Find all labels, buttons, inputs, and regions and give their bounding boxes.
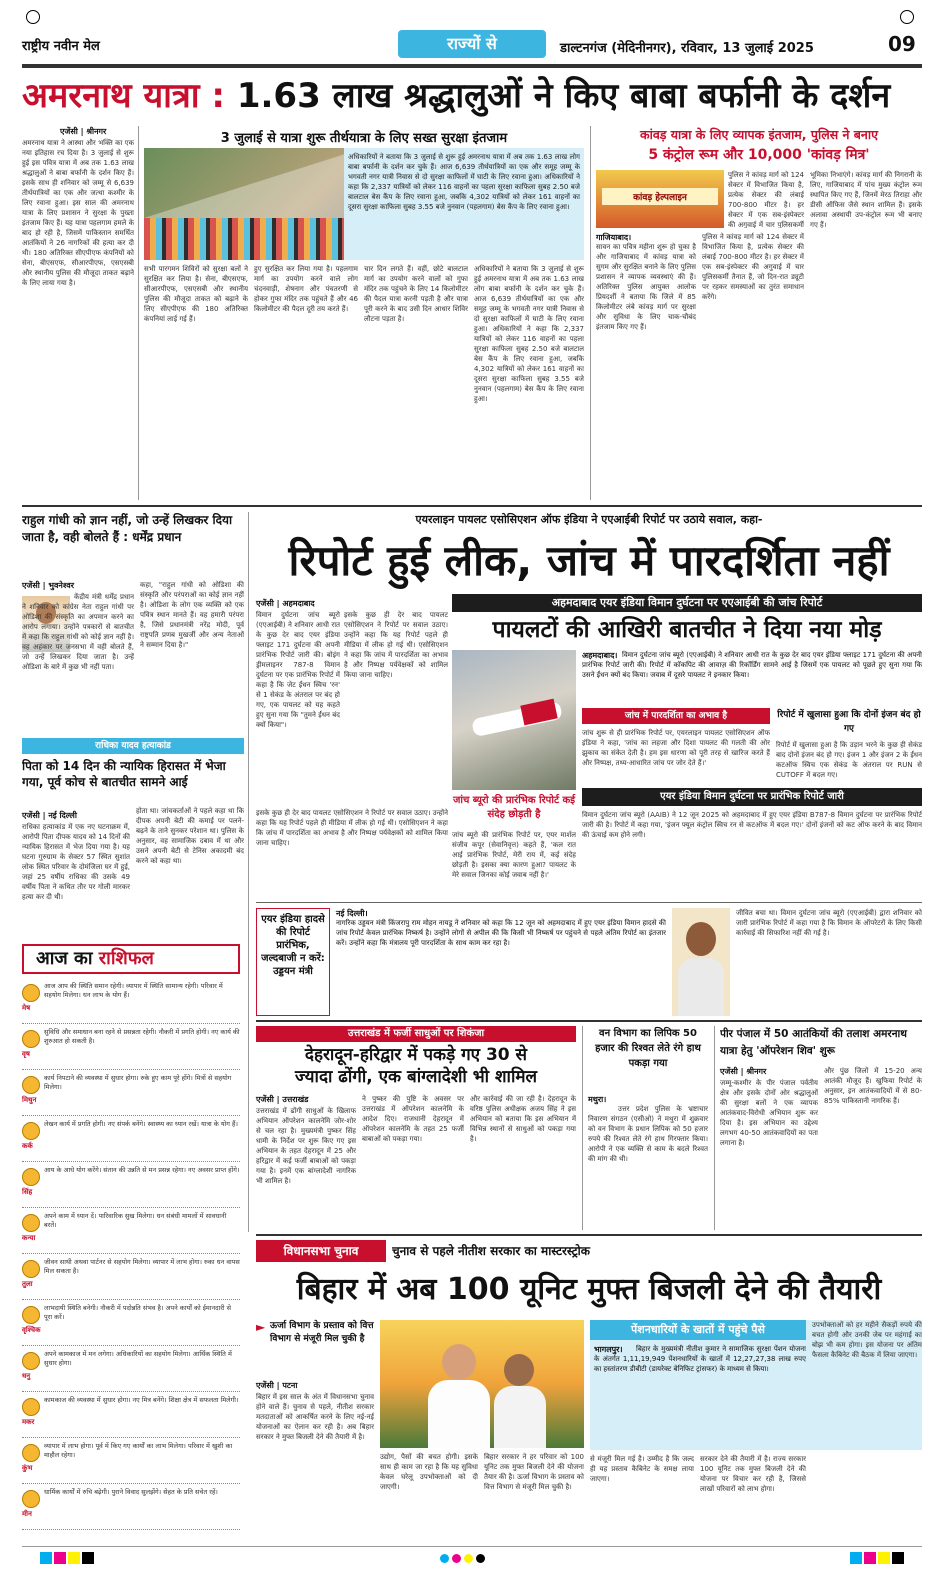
reg-circle-left	[26, 10, 40, 24]
header-rule	[22, 64, 922, 68]
bihar-body-4: से मंजूरी मिल गई है। उम्मीद है कि जल्द ही यह प्रस्ताव कैबिनेट के समक्ष लाया जाएगा।	[590, 1455, 694, 1483]
rashi-name: कन्या	[22, 1234, 36, 1242]
rashi-text: कामकाज की व्यवस्था में सुधार होगा। नए मित्र बनेंगे। शिक्षा क्षेत्र में सफलता मिलेगी।	[44, 1396, 239, 1404]
zodiac-icon	[22, 1490, 40, 1508]
kanwar-body: सावन का पवित्र महीना शुरू हो चुका है और गाजियाबाद में कांवड़ यात्रा को सुगम और सुरक्षित बनाने के लिए पुलिस प्रशासन ने व्यापक व्यवस्थाएं की हैं। अतिरिक्त पुलिस आयुक्त आलोक प्रियदर्शी ने बताया कि जिले में 85 किलोमीटर लंबे कांवड़ मार्ग पर सुरक्षा और सुविधा के लिए चाक-चौबंद इंतजाम किए गए हैं।	[596, 243, 696, 331]
rashi-text: अपने काम में ध्यान दें। पारिवारिक सुख मिलेगा। धन संबंधी मामलों में सावधानी बरतें।	[44, 1212, 227, 1229]
naidu-body-2: जीवित बचा था। विमान दुर्घटना जांच ब्यूरो (एएआईबी) द्वारा शनिवार को जारी प्रारंभिक रिपोर्ट में कहा गया है कि विमान के ऑपरेटरों के लिए किसी कार्रवाई की सिफारिश नहीं की गई है।	[736, 909, 922, 937]
pension-band: पेंशनधारियों के खातों में पहुंचे पैसे	[590, 1320, 806, 1340]
reg-swatch-yellow	[68, 1552, 80, 1564]
report-body: विमान दुर्घटना जांच ब्यूरो (AAIB) ने 12 जून 2025 को अहमदाबाद में हुए एयर इंडिया B787-8 विमान दुर्घटना पर प्रारंभिक रिपोर्ट जारी की है। रिपोर्ट में कहा गया, 'इंजन फ्यूल कंट्रोल स्विच रन से कटऑफ में बदल गए।' दोनों इंजनों को कट ऑफ करने के बाद विमान की ऊंचाई कम होने लगी।	[582, 811, 922, 839]
bihar-subnote-text: ऊर्जा विभाग के प्रस्ताव को वित्त विभाग से मंजूरी मिल चुकी है	[270, 1321, 374, 1344]
pilots-headline: रिपोर्ट हुई लीक, जांच में पारदर्शिता नहीं	[288, 536, 890, 585]
dehradun-headline-line1: देहरादून-हरिद्वार में पकड़े गए 30 से	[304, 1045, 528, 1065]
pilots-body-4: इसके कुछ ही देर बाद पायलट एसोसिएशन ने रिपोर्ट पर सवाल उठाए। उन्होंने कहा कि यह रिपोर्ट पहले ही मीडिया में लीक हो गई थी। एसोसिएशन ने कहा कि जांच में पारदर्शिता का अभाव है और निष्पक्ष पर्यवेक्षकों को शामिल किया जाना चाहिए।	[256, 809, 448, 847]
bihar-body-2: उद्योग, पैसों की बचत होगी। इसके साथ ही काम जा रहा है कि यह सुविधा केवल घरेलू उपभोक्ताओं को दी जाएगी।	[380, 1453, 478, 1491]
amarnath-infobox-text: अधिकारियों ने बताया कि 3 जुलाई से शुरू हुई अमरनाथ यात्रा में अब तक 1.63 लाख लोग बाबा बर्फानी के दर्शन कर चुके हैं। आज 6,639 तीर्थयात्रियों का एक और समूह जम्मू के भगवती नगर यात्री निवास से दो सुरक्षा काफिलों में घाटी के लिए रवाना हुआ। अधिकारियों ने कहा कि 2,337 यात्रियों को लेकर 116 वाहनों का पहला सुरक्षा काफिला सुबह 2.50 बजे बालटाल बेस कैंप के लिए रवाना हुआ, जबकि 4,302 यात्रियों को लेकर 161 वाहनों का दूसरा सुरक्षा काफिला सुबह 3.55 बजे नुनवान (पहलगाम) बेस कैंप के लिए रवाना हुआ।	[348, 153, 580, 211]
zodiac-icon	[22, 1122, 40, 1140]
transparency-band: जांच में पारदर्शिता का अभाव है	[582, 708, 770, 724]
page-header	[0, 0, 945, 62]
plane-livery	[520, 699, 557, 726]
reg-circle-right	[900, 10, 914, 24]
rashi-name: तुला	[22, 1280, 33, 1288]
rashi-name: वृश्चिक	[22, 1326, 41, 1334]
bihar-photo	[380, 1320, 584, 1448]
kanwar-headline	[596, 126, 922, 164]
radhika-body: राधिका हत्याकांड में एक नए घटनाक्रम में, आरोपी पिता दीपक यादव को 14 दिनों की न्यायिक हिरासत में भेज दिया गया है। यह घटना गुरुग्राम के सेक्टर 57 स्थित सुशांत लोक स्थित परिवार के दोमंजिला घर में हुई, जहां 25 वर्षीय राधिका की उसके 49 वर्षीय पिता ने कथित तौर पर गोली मारकर हत्या कर दी थी।	[22, 823, 130, 901]
zodiac-icon	[22, 1352, 40, 1370]
rashi-name: कर्क	[22, 1142, 33, 1150]
page-number: 09	[888, 32, 916, 56]
dehradun-byline: एजेंसी | उत्तराखंड	[256, 1095, 309, 1104]
dehradun-kicker: उत्तराखंड में फर्जी साधुओं पर शिकंजा	[256, 1026, 576, 1042]
kanwar-photo	[596, 170, 724, 228]
rashi-row	[22, 1256, 240, 1300]
amarnath-infobox	[344, 148, 584, 260]
kanwar-body-4: भूमिका निभाएंगे। कांवड़ मार्ग की निगरानी के लिए, गाजियाबाद में पांच मुख्य कंट्रोल रूम स्थापित किए गए हैं, जिनमें मेरठ तिराहा और डीसी ऑफिस जैसे स्थान शामिल हैं। इसके अलावा अस्थायी उप-कंट्रोल रूम भी बनाए गए हैं।	[810, 171, 922, 229]
reg-dot-2	[452, 1554, 461, 1563]
pirpanjal-byline: एजेंसी | श्रीनगर	[720, 1067, 767, 1076]
zodiac-icon	[22, 1398, 40, 1416]
forest-headline: वन विभाग का लिपिक 50 हजार की रिश्वत लेते रंगे हाथ पकड़ा गया	[595, 1028, 701, 1069]
bihar-headline: बिहार में अब 100 यूनिट मुफ्त बिजली देने की तैयारी	[296, 1272, 882, 1307]
rashi-text: कार्य निपटाने की व्यवस्था में सुधार होगा। रुके हुए काम पूरे होंगे। मित्रों से सहयोग मिलेगा।	[44, 1074, 232, 1091]
reg-swatch-magenta-r	[864, 1552, 876, 1564]
masthead-brand: राष्ट्रीय नवीन मेल	[22, 39, 100, 54]
forest-body: उत्तर प्रदेश पुलिस के भ्रष्टाचार निवारण संगठन (एसीओ) ने मथुरा में शुक्रवार को वन विभाग के प्रधान लिपिक को 50 हजार रुपये की रिश्वत लेते रंगे हाथ गिरफ्तार किया। आरोपी ने एक व्यक्ति से काम के बदले रिश्वत की मांग की थी।	[588, 1105, 708, 1163]
engine-head: रिपोर्ट में खुलासा हुआ कि दोनों इंजन बंद हो गए	[777, 710, 921, 734]
zodiac-icon	[22, 1030, 40, 1048]
pradhan-body-2: कहा, "राहुल गांधी को ओडिशा की संस्कृति और परंपराओं का कोई ज्ञान नहीं है। ओडिशा के लोग एक व्यक्ति को एक पवित्र स्थान मानते हैं। वह हमारी परंपरा है, जिसे प्रधानमंत्री नरेंद्र मोदी, पूर्व राष्ट्रपति प्रणब मुखर्जी और अन्य नेताओं ने सम्मान दिया है।"	[140, 581, 244, 649]
rashi-name: मिथुन	[22, 1096, 37, 1104]
forest-dateline: मथुरा।	[588, 1095, 607, 1104]
second-figure-body	[494, 1386, 546, 1448]
pradhan-headline: राहुल गांधी को ज्ञान नहीं, जो उन्हें लिखकर दिया जाता है, वही बोलते हैं : धर्मेंद्र प्रधान	[22, 513, 233, 544]
rashi-name: सिंह	[22, 1188, 33, 1196]
naidu-photo	[672, 908, 730, 1016]
rashi-text: लाभदायी स्थिति बनेगी। नौकरी में पदोन्नति संभव है। अपने कार्यों को ईमानदारी से पूरा करें।	[44, 1304, 232, 1321]
radhika-headline: पिता को 14 दिन की न्यायिक हिरासत में भेजा गया, पूर्व कोच से बातचीत सामने आई	[22, 759, 226, 789]
amarnath-headline-main: 1.63 लाख श्रद्धालुओं ने किए बाबा बर्फानी के दर्शन	[236, 76, 891, 116]
zodiac-icon	[22, 984, 40, 1002]
naidu-shirt	[678, 958, 724, 1016]
crash-photo	[452, 650, 576, 790]
rashi-text: आज आप की स्थिति समान रहेगी। व्यापार में स्थिति सामान्य रहेगी। परिवार में सहयोग मिलेगा। धन लाभ के योग हैं।	[44, 982, 223, 999]
bihar-subnote-bullet: ►	[256, 1320, 266, 1334]
bihar-body-3: बिहार सरकार ने हर परिवार को 100 यूनिट तक मुफ्त बिजली देने की योजना तैयार की है। ऊर्जा विभाग के प्रस्ताव को वित्त विभाग से मंजूरी मिल चुकी है।	[484, 1453, 584, 1491]
footer-rule	[22, 1546, 922, 1547]
radhika-body-2: होता था। जांचकर्ताओं ने पहले कहा था कि दीपक अपनी बेटी की कमाई पर पलने-बढ़ने के ताने सुनकर परेशान था। पुलिस के अनुसार, वह सामाजिक दबाव में था और उसने अपनी बेटी से टेनिस अकादमी बंद करने को कहा था।	[136, 807, 244, 865]
rashi-row	[22, 1486, 240, 1530]
amarnath-body-3: हुए सुरक्षित कर लिया गया है। पहलगाम मार्ग का उपयोग करने वाले लोग चंदनवाड़ी, शेषनाग और पंचतरणी से होकर गुफा मंदिर तक पहुंचते हैं और 46 किलोमीटर की पैदल दूरी तय करते हैं।	[254, 265, 358, 313]
dehradun-body-3: और कार्रवाई की जा रही है। देहरादून के वरिष्ठ पुलिस अधीक्षक अजय सिंह ने इस अभियान को बताया कि इस अभियान में विभिन्न स्थानों से साधुओं को पकड़ा गया है।	[470, 1095, 576, 1143]
zodiac-icon	[22, 1214, 40, 1232]
dehradun-headline	[256, 1044, 576, 1088]
pradhan-body: केंद्रीय मंत्री धर्मेंद्र प्रधान ने शनिवार को कांग्रेस नेता राहुल गांधी पर ओडिशा की संस्कृति का अपमान करने का आरोप लगाया। उन्होंने पत्रकारों से बातचीत में कहा कि राहुल गांधी को कोई ज्ञान नहीं है। वह अहंकार पर जनसभा में वही बोलते हैं, जो उन्हें लिखकर दिया जाता है। उन्हें ओडिशा के बारे में कुछ भी नहीं पता।	[22, 593, 134, 671]
rashi-name: वृष	[22, 1050, 30, 1058]
rashi-text: अपने कामकाज में मन लगेगा। अधिकारियों का सहयोग मिलेगा। आर्थिक स्थिति में सुधार होगा।	[44, 1350, 232, 1367]
bihar-body: बिहार में इस साल के अंत में विधानसभा चुनाव होने वाले हैं। चुनाव से पहले, नीतीश सरकार मतदाताओं को आकर्षित करने के लिए नई-नई योजनाओं का ऐलान कर रही है। अब बिहार सरकार ने मुफ्त बिजली देने की तैयारी में है।	[256, 1393, 374, 1441]
kanwar-headline-line1: कांवड़ यात्रा के लिए व्यापक इंतजाम, पुलिस ने बनाए	[639, 127, 879, 142]
rashi-text: आय के आधे योग करेंगे। संतान की उन्नति से मन प्रसन्न रहेगा। नए अवसर प्राप्त होंगे।	[44, 1166, 240, 1174]
naidu-box	[256, 908, 330, 1016]
pradhan-byline: एजेंसी | भुवनेश्वर	[22, 581, 74, 590]
rashi-text: लेखन कार्य में प्रगति होगी। नए संपर्क बनेंगे। स्वास्थ्य का ध्यान रखें। यात्रा के योग हैं।	[44, 1120, 238, 1128]
pilots-body-2: इसके कुछ ही देर बाद पायलट एसोसिएशन ने रिपोर्ट पर सवाल उठाए। उन्होंने कहा कि यह रिपोर्ट पहले ही मीडिया में लीक हो गई थी। एसोसिएशन ने कहा कि जांच में पारदर्शिता का अभाव है और निष्पक्ष पर्यवेक्षकों को शामिल किया जाना चाहिए।	[344, 611, 448, 679]
pilots-inner-kicker: अहमदाबाद एयर इंडिया विमान दुर्घटना पर एएआईबी की जांच रिपोर्ट	[452, 594, 922, 612]
pension-dateline: भागलपुर।	[594, 1345, 623, 1354]
rashi-row	[22, 1302, 240, 1346]
rashi-row	[22, 980, 240, 1024]
bihar-body-5: सरकार देने की तैयारी में है। राज्य सरकार 100 यूनिट तक मुफ्त बिजली देने की योजना पर विचार कर रही है, जिससे लाखों परिवारों को लाभ होगा।	[700, 1455, 806, 1493]
zodiac-icon	[22, 1076, 40, 1094]
rashi-row	[22, 1118, 240, 1162]
reg-dot-3	[464, 1554, 473, 1563]
bihar-byline: एजेंसी | पटना	[256, 1381, 298, 1390]
crash-photo-caption: जांच ब्यूरो की प्रारंभिक रिपोर्ट कई संदेह छोड़ती है	[452, 795, 576, 820]
reg-swatch-cyan	[40, 1552, 52, 1564]
rashi-text: व्यापार में लाभ होगा। पूर्व में किए गए कार्यों का लाभ मिलेगा। परिवार में खुशी का माहौल रहेगा।	[44, 1442, 233, 1459]
pirpanjal-body: जम्मू-कश्मीर के पीर पंजाल पर्वतीय क्षेत्र और इसके दोनों ओर श्रद्धालुओं की सुरक्षा बलों ने एक व्यापक आतंकवाद-विरोधी अभियान शुरू कर दिया है। इस अभियान का उद्देश्य लगभग 40-50 आतंकवादियों का पता लगाना है।	[720, 1079, 818, 1147]
radhika-band: राधिका यादव हत्याकांड	[22, 738, 244, 754]
naidu-body: नागरिक उड्डयन मंत्री किंजरापु राम मोहन नायडू ने शनिवार को कहा कि 12 जून को अहमदाबाद में हुए एयर इंडिया विमान हादसे की जांच रिपोर्ट केवल प्रारंभिक निष्कर्ष है। उन्होंने लोगों से अपील की कि किसी भी निष्कर्ष पर पहुंचने से पहले अंतिम रिपोर्ट का इंतजार करें। उन्होंने कहा कि मंत्रालय पूरी पारदर्शिता के साथ काम कर रहा है।	[336, 919, 666, 947]
reg-dot-4	[476, 1554, 485, 1563]
kanwar-body-3: पुलिस ने कांवड़ मार्ग को 124 सेक्टर में विभाजित किया है, प्रत्येक सेक्टर की लंबाई 700-800 मीटर है। हर सेक्टर में एक सब-इंस्पेक्टर की अगुवाई में चार पुलिसकर्मी तैनात हैं, जो दिन-रात ड्यूटी पर रहकर समस्याओं का तुरंत समाधान करेंगे।	[702, 233, 804, 301]
pilots-body: विमान दुर्घटना जांच ब्यूरो (एएआईबी) ने शनिवार आधी रात के कुछ देर बाद एयर इंडिया फ्लाइट 171 दुर्घटना की अपनी प्रारंभिक रिपोर्ट जारी की। बोइंग ड्रीमलाइनर 787-8 विमान दुर्घटना पर एक प्रारंभिक रिपोर्ट में कहा है कि जेट ईंधन स्विच 'रन' से 1 सेकंड के अंतराल पर बंद हो गए, एक पायलट को यह कहते हुए सुना गया कि "तुमने ईंधन बंद क्यों किया"।	[256, 611, 340, 729]
kanwar-body-2: पुलिस ने कांवड़ मार्ग को 124 सेक्टर में विभाजित किया है, प्रत्येक सेक्टर की लंबाई 700-800 मीटर है। हर सेक्टर में एक सब-इंस्पेक्टर की अगुवाई में चार पुलिसकर्मी	[728, 171, 804, 228]
reg-dot-1	[440, 1554, 449, 1563]
pilots-byline: एजेंसी | अहमदाबाद	[256, 599, 315, 608]
amarnath-body-4: चार दिन लगते हैं। वहीं, छोटे बालटाल मार्ग का उपयोग करने वालों को गुफा मंदिर तक पहुंचने के लिए 14 किलोमीटर की पैदल यात्रा करनी पड़ती है और यात्रा पूरी करने के बाद उसी दिन आधार शिविर लौटना पड़ता है।	[364, 265, 468, 323]
rashi-row	[22, 1210, 240, 1254]
bihar-kicker: चुनाव से पहले नीतीश सरकार का मास्टरस्ट्रोक	[392, 1244, 590, 1258]
amarnath-subhead: 3 जुलाई से यात्रा शुरू तीर्थयात्रा के लिए सख्त सुरक्षा इंतजाम	[220, 131, 508, 146]
kanwar-headline-line2: 5 कंट्रोल रूम और 10,000 'कांवड़ मित्र'	[648, 147, 870, 163]
rashifal-title	[22, 944, 240, 974]
bihar-tag: विधानसभा चुनाव	[256, 1240, 386, 1262]
amarnath-byline: एजेंसी | श्रीनगर	[60, 127, 107, 136]
rashi-name: मेष	[22, 1004, 31, 1012]
pension-body: बिहार के मुख्यमंत्री नीतीश कुमार ने सामाजिक सुरक्षा पेंशन योजना के अंतर्गत 1,11,19,949 पेंशनधारियों के खातों में 12,27,27,38 लाख रुपए का हस्तांतरण डीबीटी (डायरेक्ट बेनिफिट ट्रांसफर) के माध्यम से किया।	[594, 1345, 806, 1373]
naidu-face	[686, 922, 716, 956]
rashi-text: सुविधि और समाधान बना रहने से प्रसन्नता रहेगी। नौकरी में प्रगति होगी। नए कार्य की शुरुआत हो सकती है।	[44, 1028, 240, 1045]
zodiac-icon	[22, 1444, 40, 1462]
dehradun-body-2: ने पुष्कर की पुष्टि के अवसर पर उत्तराखंड में ऑपरेशन कालनेमि के आदेश दिए। राजधानी देहरादून में ऑपरेशन कालनेमि के तहत 25 फर्जी बाबाओं को पकड़ा गया।	[362, 1095, 464, 1143]
bihar-body-6: उपभोक्ताओं को हर महीने सैकड़ों रुपये की बचत होगी और उनकी जेब पर महंगाई का बोझ भी कम होगा। इस योजना पर अंतिम फैसला कैबिनेट की बैठक में लिया जाएगा।	[812, 1321, 922, 1359]
pirpanjal-headline: पीर पंजाल में 50 आतंकियों की तलाश अमरनाथ यात्रा हेतु 'ऑपरेशन शिव' शुरू	[720, 1028, 907, 1057]
report-band: एयर इंडिया विमान दुर्घटना पर प्रारंभिक रिपोर्ट जारी	[582, 788, 922, 806]
nitish-kurta	[428, 1380, 490, 1448]
pilots-inner-dateline: अहमदाबाद।	[582, 651, 618, 660]
pilots-inner-body: विमान दुर्घटना जांच ब्यूरो (एएआईबी) ने शनिवार आधी रात के कुछ देर बाद एयर इंडिया फ्लाइट 171 दुर्घटना की अपनी प्रारंभिक रिपोर्ट जारी की। रिपोर्ट में कॉकपिट की आवाज़ की रिकॉर्डिंग सामने आई है जिसमें एक पायलट को पूछते हुए सुना गया कि उसने ईंधन क्यों बंद किया। जवाब में दूसरे पायलट ने इनकार किया।	[582, 651, 922, 679]
bihar-subnote	[256, 1320, 374, 1376]
radhika-byline: एजेंसी | नई दिल्ली	[22, 811, 77, 820]
pilots-kicker: एयरलाइन पायलट एसोसिएशन ऑफ इंडिया ने एएआईबी रिपोर्ट पर उठाये सवाल, कहा-	[415, 513, 763, 526]
section-tab: राज्यों से	[398, 30, 546, 58]
rashi-text: जीवन साथी अथवा पार्टनर से सहयोग मिलेगा। व्यापार में लाभ होगा। रुका धन वापस मिल सकता है।	[44, 1258, 240, 1275]
amarnath-headline-prefix: अमरनाथ यात्रा :	[22, 76, 225, 116]
reg-swatch-black-r	[892, 1552, 904, 1564]
reg-swatch-black	[82, 1552, 94, 1564]
amarnath-body-2: सभी पारगमन शिविरों को सुरक्षा बलों ने सुरक्षित कर लिया है। सेना, बीएसएफ, सीआरपीएफ, एसएसबी और स्थानीय पुलिस की मौजूदा ताकत को बढ़ाने के लिए सीएपीएफ की 180 अतिरिक्त कंपनियां लाई गई हैं।	[144, 265, 248, 323]
kanwar-dateline: गाजियाबाद।	[596, 233, 632, 242]
reg-swatch-magenta	[54, 1552, 66, 1564]
dehradun-headline-line2: ज्यादा ढोंगी, एक बांग्लादेशी भी शामिल	[294, 1067, 538, 1087]
kanwar-photo-caption: कांवड़ हेल्पलाइन	[602, 188, 718, 205]
nitish-figure	[442, 1344, 476, 1380]
zodiac-icon	[22, 1260, 40, 1278]
rashifal-title-prefix: आज का	[36, 948, 93, 969]
crash-caption-body: जांच ब्यूरो की प्रारंभिक रिपोर्ट पर, एयर मार्शल संजीव कपूर (सेवानिवृत्त) कहते हैं, 'कल रात आई प्रारंभिक रिपोर्ट, मेरी राय में, कई संदेह छोड़ती है। इसका क्या कारण हुआ? पायलट के मेरे सवाल जिनका कोई जवाब नहीं है।'	[452, 831, 576, 879]
rashifal-title-main: राशिफल	[98, 948, 154, 969]
rashi-row	[22, 1348, 240, 1392]
engine-body: रिपोर्ट में खुलासा हुआ है कि उड़ान भरने के कुछ ही सेकंड बाद दोनों इंजन बंद हो गए। इंजन 1 और इंजन 2 के ईंधन कटऑफ स्विच एक सेकंड के अंतराल पर RUN से CUTOFF में बदल गए।	[776, 741, 922, 779]
second-figure	[504, 1354, 534, 1386]
zodiac-icon	[22, 1306, 40, 1324]
pilots-inner-headline: पायलटों की आखिरी बातचीत ने दिया नया मोड़	[492, 617, 882, 643]
naidu-dateline: नई दिल्ली।	[336, 909, 368, 918]
dateline: डाल्टनगंज (मेदिनीनगर), रविवार, 13 जुलाई 2025	[560, 41, 814, 56]
rashi-row	[22, 1394, 240, 1438]
rashi-row	[22, 1164, 240, 1208]
reg-swatch-yellow-r	[878, 1552, 890, 1564]
amarnath-body: अमरनाथ यात्रा ने आस्था और भक्ति का एक नया इतिहास रच दिया है। 3 जुलाई से शुरू हुई इस पवित्र यात्रा में अब तक 1.63 लाख श्रद्धालुओं ने बाबा बर्फानी के दर्शन किए हैं। इसके साथ ही शनिवार को जम्मू से 6,639 तीर्थयात्रियों का एक और जत्था कश्मीर के लिए रवाना हुआ। इस साल की अमरनाथ यात्रा के लिए प्रशासन ने सुरक्षा के पुख्ता इंतजाम किए हैं। यह यात्रा पहलगाम हमले के बाद हो रही है, जिसमें पाकिस्तान समर्थित आतंकियों ने 26 नागरिकों की हत्या कर दी थी। 180 अतिरिक्त सीएपीएफ कंपनियों को सेना, बीएसएफ, सीआरपीएफ, एसएसबी और स्थानीय पुलिस की मौजूदा ताकत बढ़ाने के लिए लाया गया है।	[22, 139, 134, 287]
rashi-name: मीन	[22, 1510, 32, 1518]
rashi-name: कुंभ	[22, 1464, 33, 1472]
rashi-name: मकर	[22, 1418, 35, 1426]
reg-swatch-cyan-r	[850, 1552, 862, 1564]
dehradun-body: उत्तराखंड में ढोंगी साधुओं के खिलाफ अभियान ऑपरेशन कालनेमि जोर-शोर से चल रहा है। मुख्यमंत्री पुष्कर सिंह धामी के निर्देश पर शुरू किए गए इस अभियान के तहत देहरादून में 25 और हरिद्वार में कई फर्जी बाबाओं को पकड़ा गया है। इनमें एक बांग्लादेशी नागरिक भी शामिल है।	[256, 1107, 356, 1185]
rashi-name: धनु	[22, 1372, 31, 1380]
amarnath-headline	[22, 72, 922, 120]
naidu-box-title: एयर इंडिया हादसे की रिपोर्ट प्रारंभिक, जल्दबाजी न करें: उड्डयन मंत्री	[261, 914, 325, 977]
rashi-row	[22, 1440, 240, 1484]
transparency-body: जांच शुरू से ही प्रारंभिक रिपोर्ट पर, एयरलाइन पायलट एसोसिएशन ऑफ इंडिया ने कहा, 'जांच का लहजा और दिशा पायलट की गलती की ओर झुकाव का संकेत देती है। हम इस धारणा को पूरी तरह से खारिज करते हैं और निष्पक्ष, तथ्य-आधारित जांच पर जोर देते हैं।'	[582, 729, 770, 767]
pirpanjal-body-2: और पुंछ जिलों में 15-20 अन्य आतंकी मौजूद हैं। खुफिया रिपोर्ट के अनुसार, इन आतंकवादियों में से 80-85% पाकिस्तानी नागरिक हैं।	[824, 1067, 922, 1105]
rashi-text: धार्मिक कार्यों में रुचि बढ़ेगी। पुराने विवाद सुलझेंगे। सेहत के प्रति सचेत रहें।	[44, 1488, 218, 1496]
zodiac-icon	[22, 1168, 40, 1186]
rashi-row	[22, 1026, 240, 1070]
rashi-row	[22, 1072, 240, 1116]
amarnath-body-5: अधिकारियों ने बताया कि 3 जुलाई से शुरू हुई अमरनाथ यात्रा में अब तक 1.63 लाख लोग बाबा बर्फानी के दर्शन कर चुके हैं। आज 6,639 तीर्थयात्रियों का एक और समूह जम्मू के भगवती नगर यात्री निवास से दो सुरक्षा काफिलों में घाटी के लिए रवाना हुआ। अधिकारियों ने कहा कि 2,337 यात्रियों को लेकर 116 वाहनों का पहला सुरक्षा काफिला सुबह 2.50 बजे बालटाल बेस कैंप के लिए रवाना हुआ, जबकि 4,302 यात्रियों को लेकर 161 वाहनों का दूसरा सुरक्षा काफिला सुबह 3.55 बजे नुनवान (पहलगाम) बेस कैंप के लिए रवाना हुआ।	[474, 265, 584, 403]
